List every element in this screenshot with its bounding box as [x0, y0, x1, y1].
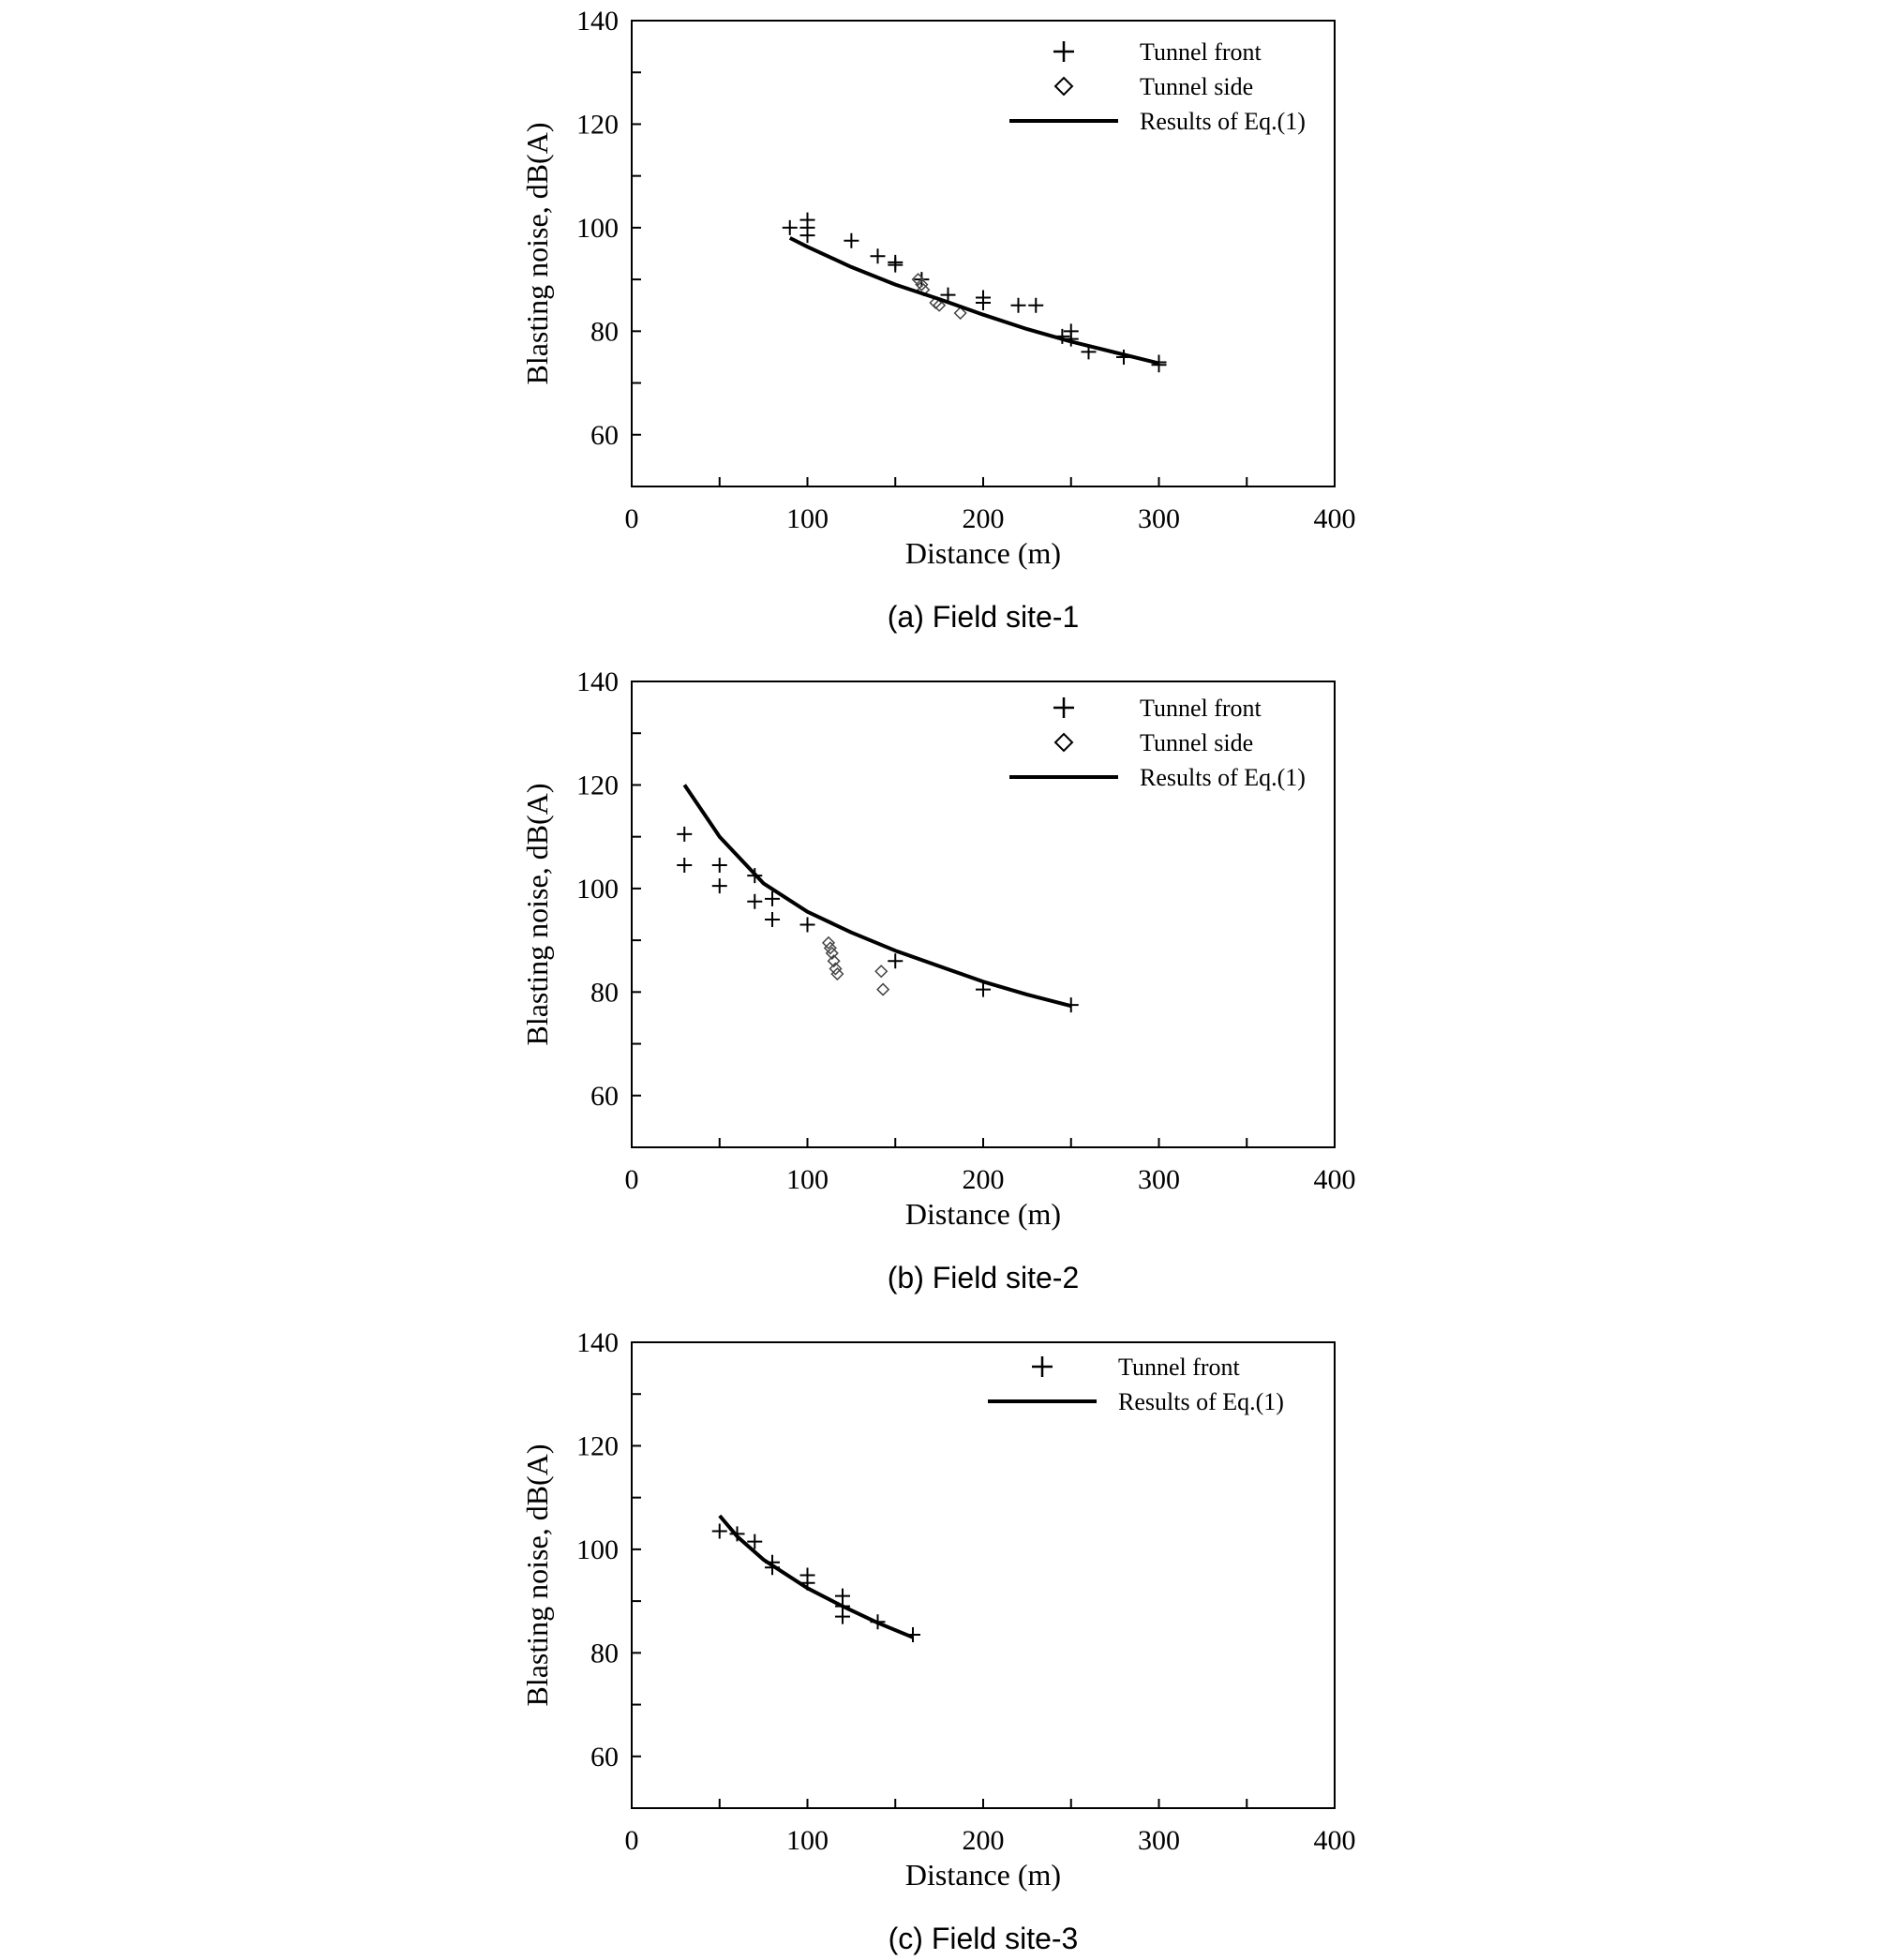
- x-tick-label: 200: [962, 503, 1005, 534]
- y-tick-label: 120: [576, 1430, 619, 1462]
- x-tick-label: 200: [962, 1164, 1005, 1195]
- legend-diamond-swatch: [1055, 734, 1072, 751]
- tunnel-side-point: [875, 965, 887, 977]
- x-tick-label: 0: [624, 503, 639, 534]
- y-tick-label: 100: [576, 1534, 619, 1565]
- tunnel-front-point: [677, 827, 692, 842]
- y-tick-label: 60: [590, 1080, 619, 1112]
- y-axis-title: Blasting noise, dB(A): [520, 122, 554, 385]
- legend-plus-swatch: [1032, 1356, 1053, 1377]
- tunnel-side-point: [877, 984, 889, 995]
- legend-label: Tunnel front: [1140, 695, 1262, 722]
- y-tick-label: 140: [576, 666, 619, 697]
- legend: [988, 1354, 1284, 1415]
- tunnel-front-point: [871, 248, 886, 263]
- x-tick-label: 0: [624, 1164, 639, 1195]
- series-line: [720, 1516, 913, 1638]
- y-tick-label: 80: [590, 1638, 619, 1669]
- y-tick-label: 60: [590, 1741, 619, 1773]
- legend: [1009, 695, 1306, 791]
- x-tick-label: 400: [1313, 1825, 1356, 1856]
- legend: [1009, 38, 1306, 135]
- tunnel-front-point: [677, 858, 692, 873]
- legend-label: Tunnel side: [1140, 729, 1254, 756]
- x-tick-label: 400: [1313, 503, 1356, 534]
- chart-panel-3: [520, 1327, 1356, 1955]
- chart-panel-2: [520, 666, 1356, 1294]
- y-tick-label: 60: [590, 419, 619, 451]
- tunnel-front-point: [747, 894, 762, 909]
- x-tick-label: 100: [786, 503, 829, 534]
- tunnel-side-point: [825, 942, 836, 953]
- y-tick-label: 100: [576, 873, 619, 905]
- panel-caption: (b) Field site-2: [887, 1261, 1080, 1294]
- x-tick-label: 300: [1138, 1164, 1180, 1195]
- tunnel-front-point: [888, 953, 903, 968]
- y-axis-title: Blasting noise, dB(A): [520, 1444, 554, 1707]
- panel-caption: (a) Field site-1: [887, 600, 1080, 634]
- legend-plus-swatch: [1053, 697, 1074, 718]
- y-axis-title: Blasting noise, dB(A): [520, 783, 554, 1046]
- eq1-curve: [720, 1516, 913, 1638]
- legend-label: Results of Eq.(1): [1118, 1388, 1284, 1415]
- tunnel-front-point: [712, 878, 727, 893]
- legend-label: Results of Eq.(1): [1140, 108, 1306, 135]
- series-plus: [783, 213, 1167, 373]
- y-tick-label: 120: [576, 770, 619, 801]
- tunnel-front-point: [712, 858, 727, 873]
- tunnel-front-point: [1152, 357, 1167, 372]
- x-tick-label: 400: [1313, 1164, 1356, 1195]
- y-tick-label: 120: [576, 109, 619, 141]
- series-diamond: [823, 937, 889, 995]
- legend-label: Tunnel side: [1140, 73, 1254, 100]
- x-tick-label: 100: [786, 1164, 829, 1195]
- legend-plus-swatch: [1053, 41, 1074, 62]
- tunnel-front-point: [783, 220, 798, 235]
- tunnel-front-point: [844, 233, 859, 248]
- x-tick-label: 300: [1138, 503, 1180, 534]
- y-tick-label: 100: [576, 212, 619, 244]
- tunnel-front-point: [888, 258, 903, 273]
- tunnel-side-point: [823, 937, 834, 949]
- x-tick-label: 300: [1138, 1825, 1180, 1856]
- x-axis-title: Distance (m): [904, 536, 1062, 570]
- x-tick-label: 0: [624, 1825, 639, 1856]
- legend-diamond-swatch: [1055, 78, 1072, 95]
- y-tick-label: 140: [576, 6, 619, 37]
- x-axis-title: Distance (m): [904, 1858, 1062, 1892]
- series-line: [790, 238, 1159, 364]
- tunnel-side-point: [831, 968, 843, 980]
- tunnel-front-point: [800, 228, 815, 243]
- tunnel-front-point: [835, 1609, 850, 1624]
- tunnel-front-point: [712, 1524, 727, 1539]
- y-tick-label: 80: [590, 316, 619, 348]
- legend-label: Results of Eq.(1): [1140, 764, 1306, 791]
- tunnel-front-point: [765, 912, 780, 927]
- series-diamond: [913, 274, 966, 319]
- tunnel-front-point: [1028, 298, 1043, 313]
- eq1-curve: [790, 238, 1159, 364]
- chart-panel-1: [520, 6, 1356, 634]
- tunnel-front-point: [1011, 298, 1026, 313]
- panel-caption: (c) Field site-3: [888, 1922, 1079, 1955]
- x-tick-label: 100: [786, 1825, 829, 1856]
- legend-label: Tunnel front: [1118, 1354, 1240, 1381]
- x-tick-label: 200: [962, 1825, 1005, 1856]
- legend-label: Tunnel front: [1140, 38, 1262, 66]
- tunnel-front-point: [800, 918, 815, 933]
- x-axis-title: Distance (m): [904, 1197, 1062, 1231]
- y-tick-label: 140: [576, 1327, 619, 1358]
- y-tick-label: 80: [590, 977, 619, 1009]
